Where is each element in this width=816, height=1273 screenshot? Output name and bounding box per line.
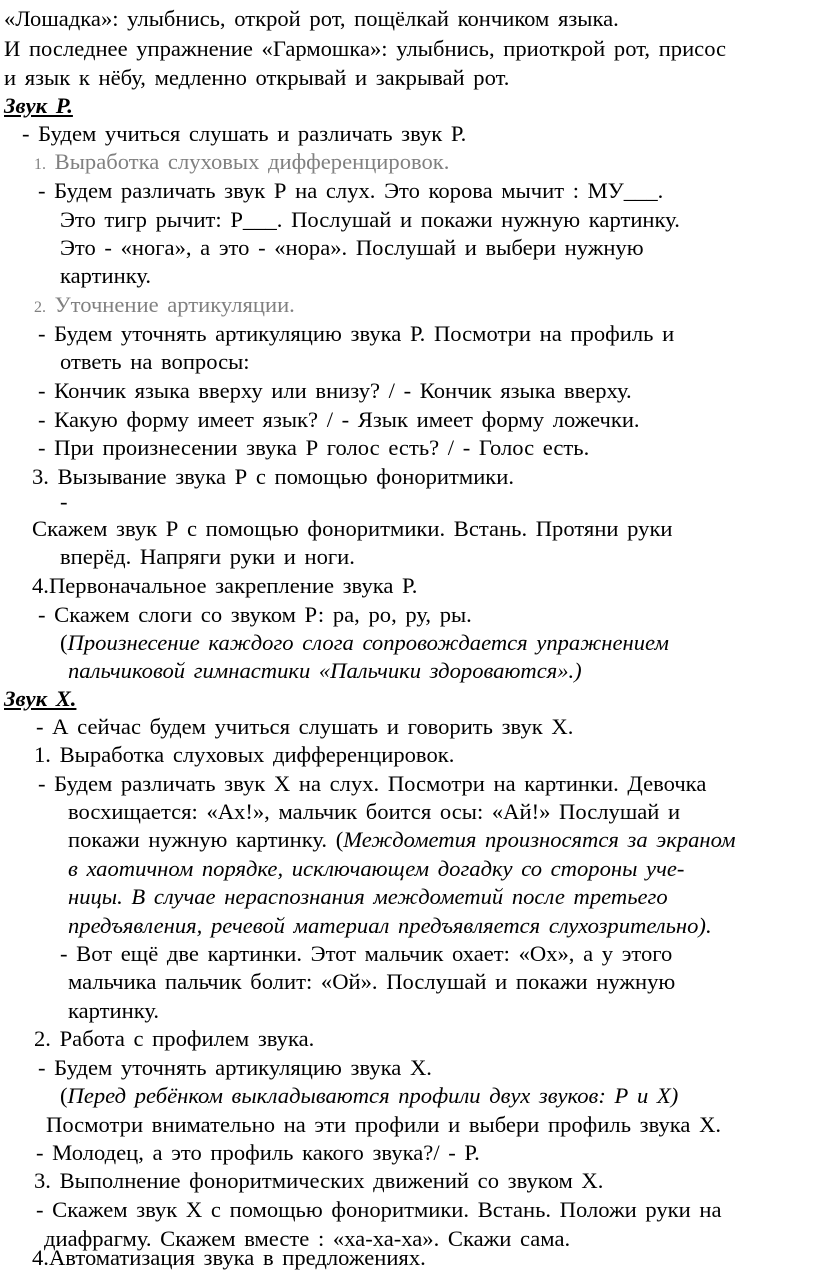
text-line: Это тигр рычит: Р___. Послушай и покажи нужную картинку.: [60, 207, 680, 232]
text-line: 3. Вызывание звука Р с помощью фоноритмики.: [32, 464, 514, 489]
text-line: в хаотичном порядке, исключающем догадку со стороны уче-: [68, 856, 685, 881]
text-line: - Будем различать звук Х на слух. Посмотри на картинки. Девочка: [38, 771, 707, 796]
text-line: картинку.: [68, 998, 160, 1023]
text-line: - Будем уточнять артикуляцию звука Х.: [38, 1055, 432, 1080]
text-line: вперёд. Напряги руки и ноги.: [60, 544, 355, 569]
text-line: - А сейчас будем учиться слушать и говорить звук Х.: [36, 714, 574, 739]
text-line: и язык к нёбу, медленно открывай и закрывай рот.: [4, 65, 510, 90]
text-line: пальчиковой гимнастики «Пальчики здороваются».): [68, 658, 582, 683]
text-line: 2. Работа с профилем звука.: [34, 1026, 315, 1051]
list-item-label: Выработка слуховых дифференцировок.: [54, 149, 450, 174]
text-line: восхищается: «Ах!», мальчик боится осы: «Ай!» Послушай и: [68, 799, 681, 824]
text-line: - Скажем слоги со звуком Р: ра, ро, ру, ры.: [38, 602, 472, 627]
text-line: - Какую форму имеет язык? / - Язык имеет форму ложечки.: [38, 407, 640, 432]
list-item-label: Уточнение артикуляции.: [54, 292, 295, 317]
text-line: «Лошадка»: улыбнись, открой рот, пощёлкай кончиком языка.: [4, 6, 619, 31]
paren: (: [60, 1083, 68, 1108]
text-line: -: [60, 489, 68, 514]
text-line: 1. Выработка слуховых дифференцировок.: [34, 742, 455, 767]
text-line: - Будем различать звук Р на слух. Это корова мычит : МУ___.: [38, 178, 664, 203]
italic-note: Междометия произносятся за экраном: [343, 827, 736, 852]
text-line: Посмотри внимательно на эти профили и выбери профиль звука Х.: [46, 1112, 722, 1137]
text-span: покажи нужную картинку. (: [68, 827, 344, 852]
text-line: - Молодец, а это профиль какого звука?/ - Р.: [36, 1140, 480, 1165]
text-line: 4.Автоматизация звука в предложениях.: [32, 1245, 426, 1270]
text-line: - Скажем звук Х с помощью фоноритмики. Встань. Положи руки на: [36, 1197, 722, 1222]
text-line: [60, 1081, 678, 1111]
text-line: Это - «нога», а это - «нора». Послушай и выбери нужную: [60, 235, 644, 260]
text-line: мальчика пальчик болит: «Ой». Послушай и покажи нужную: [68, 969, 676, 994]
text-line: - Будем учиться слушать и различать звук Р.: [22, 121, 467, 146]
text-line: ответь на вопросы:: [60, 349, 250, 374]
text-line: предъявления, речевой материал предъявляется слухозрительно).: [68, 913, 712, 938]
italic-note: Произнесение каждого слога сопровождается упражнением: [67, 630, 669, 655]
italic-note: Перед ребёнком выкладываются профили двух звуков: Р и Х): [67, 1083, 679, 1108]
paren: (: [60, 630, 68, 655]
text-line: [68, 825, 736, 855]
text-line: И последнее упражнение «Гармошка»: улыбнись, приоткрой рот, присос: [4, 36, 727, 61]
text-line: ницы. В случае нераспознания междометий после третьего: [68, 884, 668, 909]
text-line: 3. Выполнение фоноритмических движений со звуком Х.: [34, 1168, 604, 1193]
text-line: 4.Первоначальное закрепление звука Р.: [32, 573, 418, 598]
text-line: диафрагму. Скажем вместе : «ха-ха-ха». Скажи сама.: [44, 1226, 571, 1251]
text-line: - Кончик языка вверху или внизу? / - Кончик языка вверху.: [38, 378, 632, 403]
text-line: картинку.: [60, 263, 152, 288]
text-line: Скажем звук Р с помощью фоноритмики. Встань. Протяни руки: [32, 516, 673, 541]
list-number: 2.: [34, 299, 46, 316]
list-number: 1.: [34, 156, 46, 173]
text-line: - При произнесении звука Р голос есть? / - Голос есть.: [38, 435, 590, 460]
text-line: [60, 628, 669, 658]
text-line: - Будем уточнять артикуляцию звука Р. Посмотри на профиль и: [38, 321, 675, 346]
section-heading-r: Звук Р.: [4, 93, 73, 118]
text-line: - Вот ещё две картинки. Этот мальчик охает: «Ох», а у этого: [60, 941, 673, 966]
section-heading-kh: Звук Х.: [4, 686, 77, 711]
